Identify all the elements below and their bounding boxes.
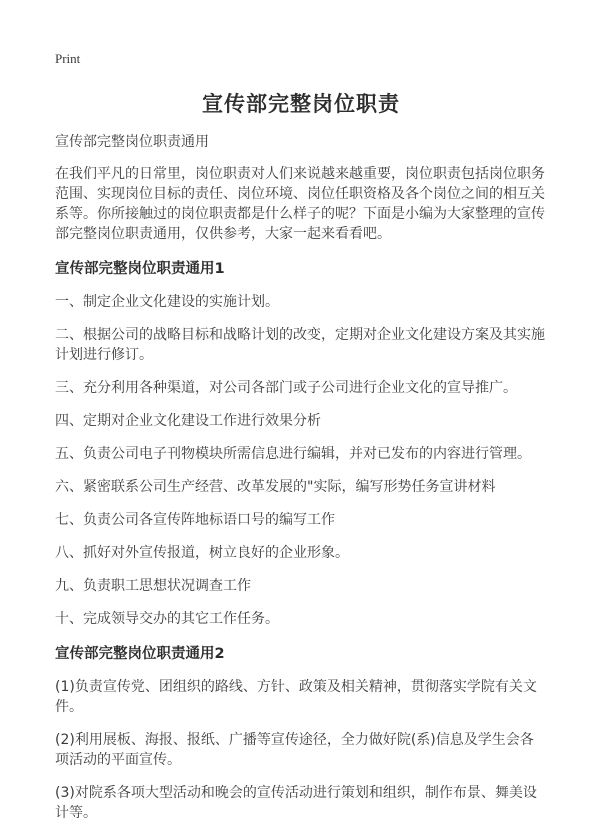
section-1-item-1: 一、制定企业文化建设的实施计划。 — [55, 294, 279, 310]
section-2-item-3: (3)对院系各项大型活动和晚会的宣传活动进行策划和组织，制作布景、舞美设计等。 — [55, 785, 537, 821]
section-1-item-8: 八、抓好对外宣传报道，树立良好的企业形象。 — [55, 545, 349, 561]
section-2-item-1: (1)负责宣传党、团组织的路线、方针、政策及相关精神，贯彻落实学院有关文件。 — [55, 679, 537, 715]
section-1-item-10: 十、完成领导交办的其它工作任务。 — [55, 611, 279, 627]
section-1-item-6: 六、紧密联系公司生产经营、改革发展的"实际，编写形势任务宣讲材料 — [55, 479, 496, 495]
section-1-item-5: 五、负责公司电子刊物模块所需信息进行编辑，并对已发布的内容进行管理。 — [55, 446, 531, 462]
print-button[interactable]: Print — [55, 51, 81, 66]
subtitle: 宣传部完整岗位职责通用 — [55, 134, 209, 150]
intro-paragraph: 在我们平凡的日常里，岗位职责对人们来说越来越重要，岗位职责包括岗位职务范围、实现岗位目标的责任、岗位环境、岗位任职资格及各个岗位之间的相互关系等。你所接触过的岗位职责都是什么样子的呢？下面是小编为大家整理的宣传部完整岗位职责通用，仅供参考，大家一起来看看吧。 — [55, 166, 545, 242]
page-title: 宣传部完整岗位职责 — [202, 92, 400, 116]
section-1-item-2: 二、根据公司的战略目标和战略计划的改变，定期对企业文化建设方案及其实施计划进行修订。 — [55, 327, 545, 363]
section-1-heading: 宣传部完整岗位职责通用1 — [55, 261, 225, 277]
section-1-item-3: 三、充分利用各种渠道，对公司各部门或子公司进行企业文化的宣导推广。 — [55, 380, 517, 396]
section-1-item-4: 四、定期对企业文化建设工作进行效果分析 — [55, 413, 321, 429]
section-1-item-9: 九、负责职工思想状况调查工作 — [55, 578, 251, 594]
section-1-item-7: 七、负责公司各宣传阵地标语口号的编写工作 — [55, 512, 335, 528]
section-2-heading: 宣传部完整岗位职责通用2 — [55, 646, 225, 662]
section-2-item-2: (2)利用展板、海报、报纸、广播等宣传途径，全力做好院(系)信息及学生会各项活动的平面宣传。 — [55, 732, 534, 768]
